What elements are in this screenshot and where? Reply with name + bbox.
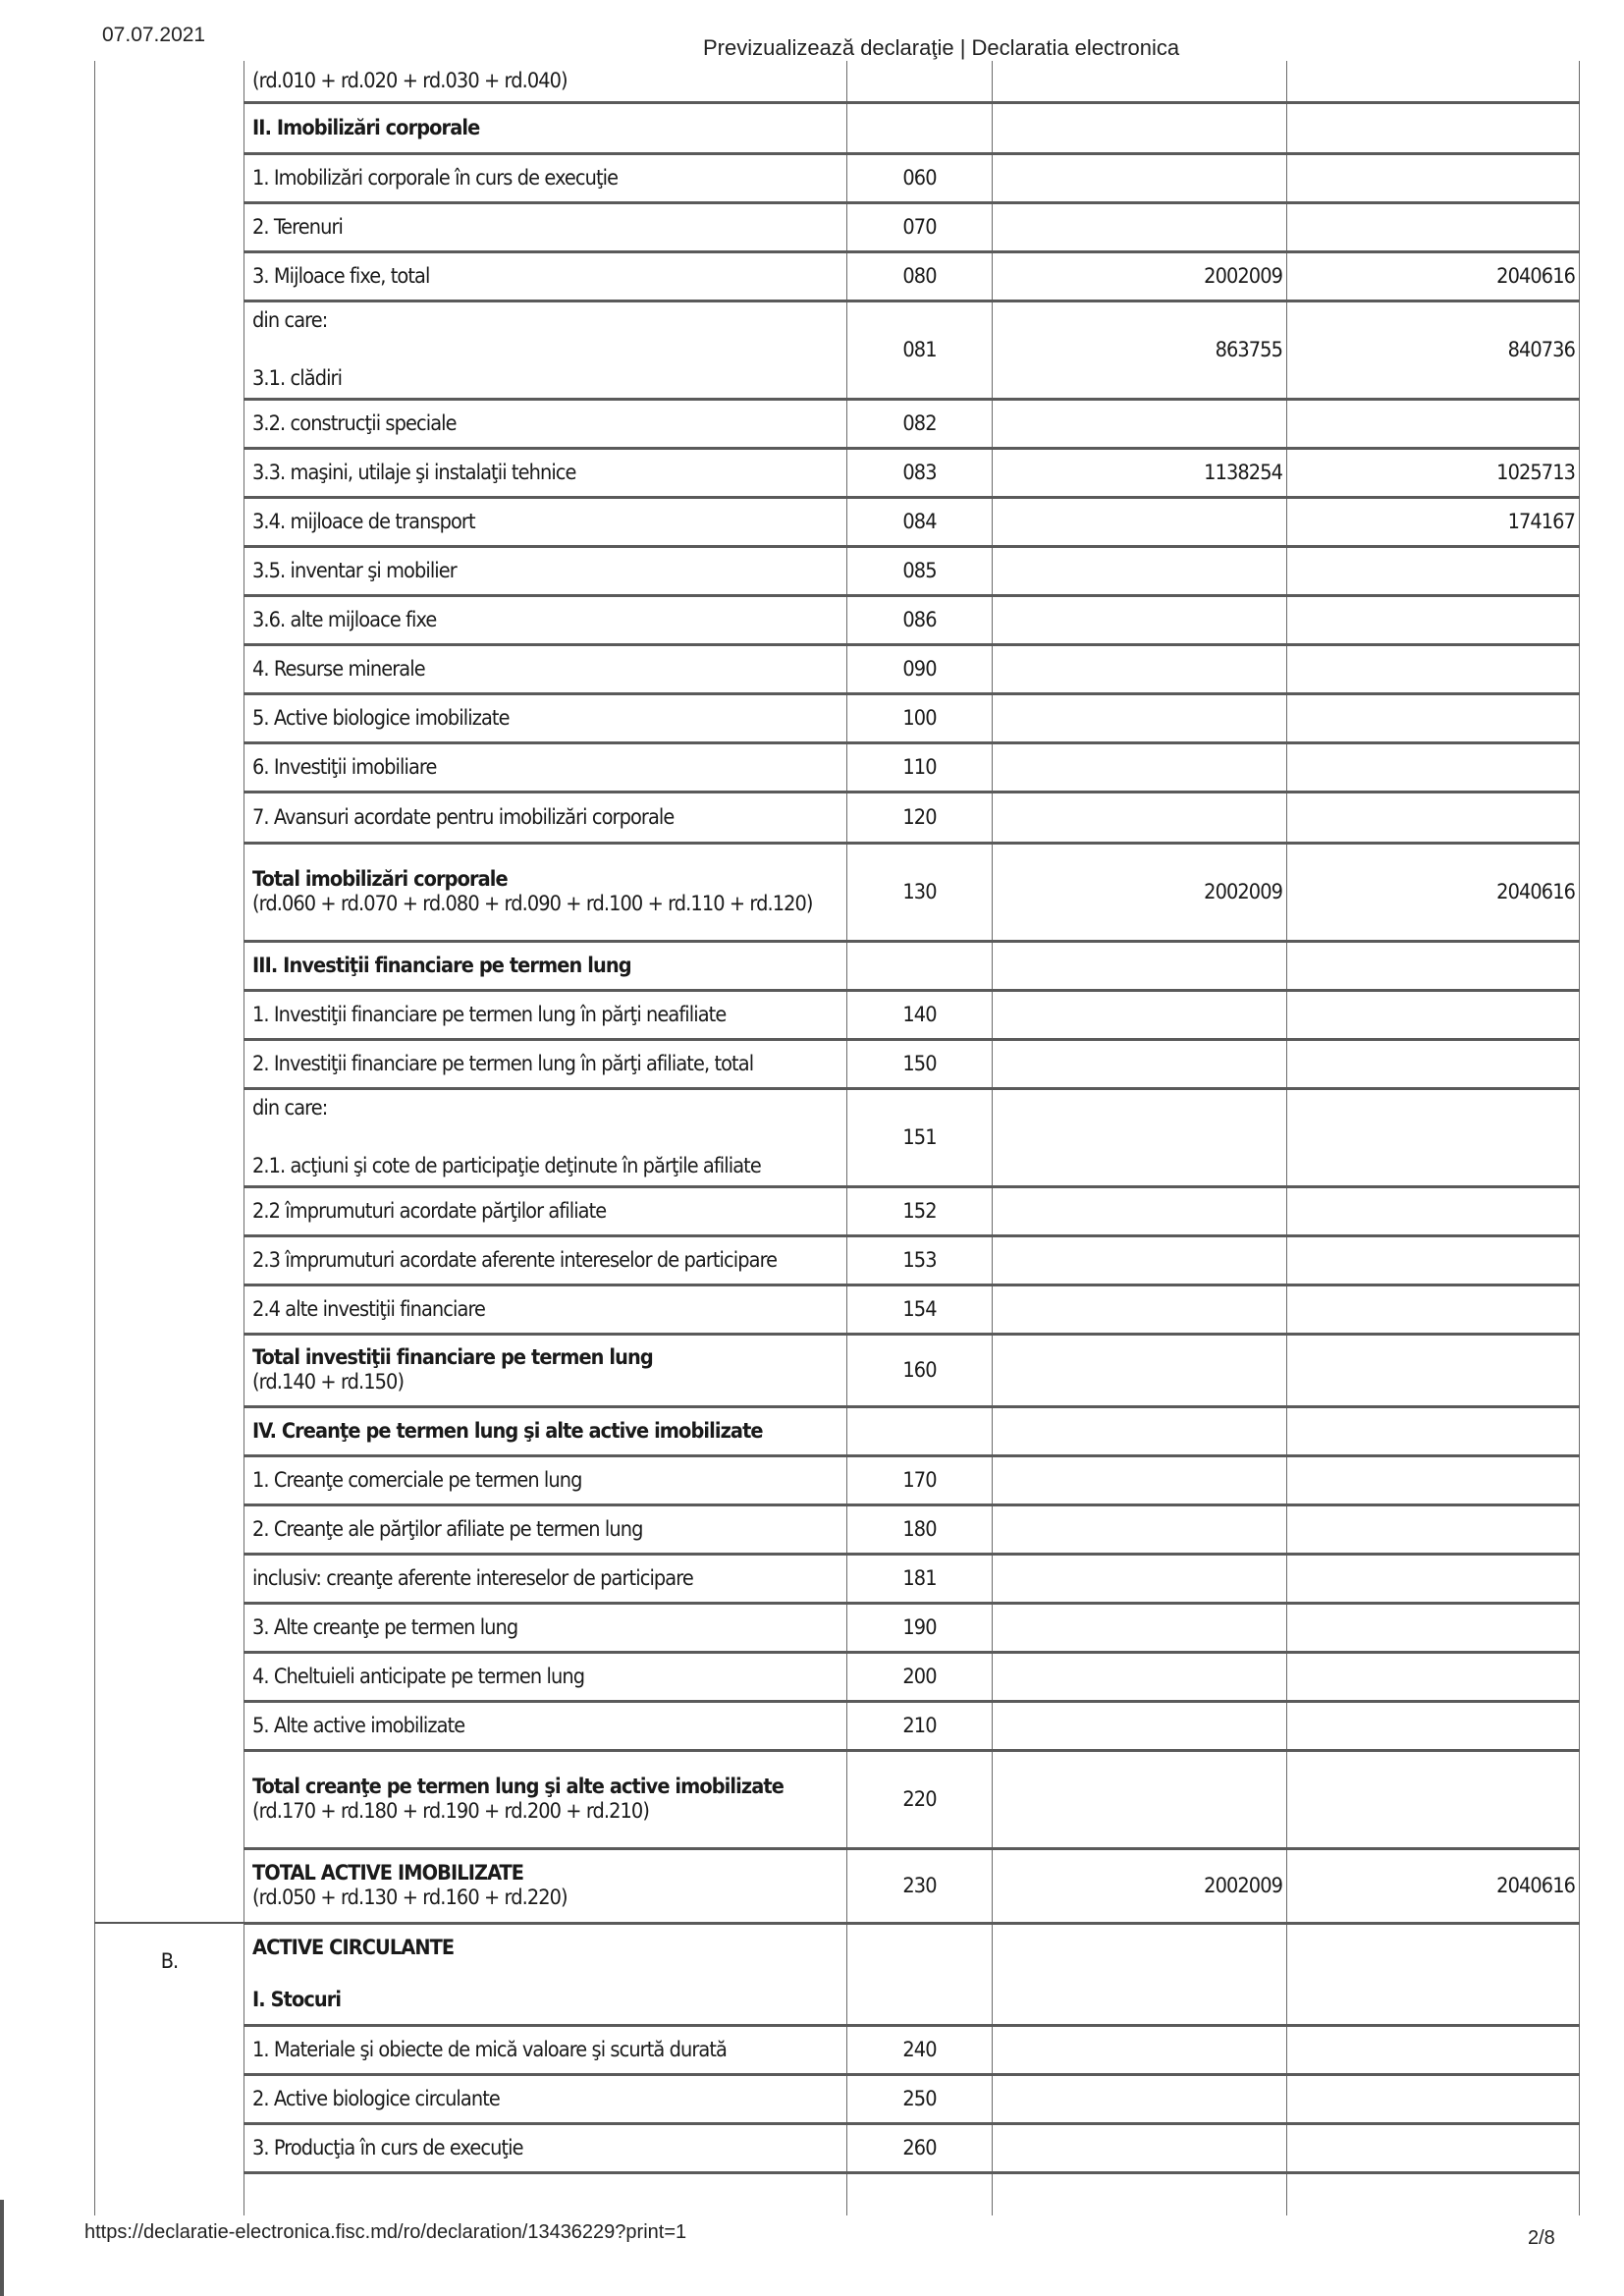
section-cell	[95, 2025, 244, 2074]
section-cell	[95, 301, 244, 399]
value-end	[1287, 1603, 1580, 1652]
row-code	[847, 102, 993, 153]
table-row	[95, 399, 1580, 448]
value-start	[993, 1923, 1287, 2025]
section-cell	[95, 2074, 244, 2123]
value-start	[993, 1039, 1287, 1088]
table-row	[95, 497, 1580, 546]
row-code: 153	[847, 1235, 993, 1285]
row-code: 080	[847, 251, 993, 301]
page-url: https://declaratie-electronica.fisc.md/ro/declaration/13436229?print=1	[84, 2221, 687, 2243]
row-code: 260	[847, 2123, 993, 2172]
row-label: 3.6. alte mijloace fixe	[244, 595, 847, 644]
table-row	[95, 1504, 1580, 1554]
table-row	[95, 546, 1580, 595]
value-end	[1287, 1554, 1580, 1603]
value-end	[1287, 153, 1580, 202]
table-row	[95, 1186, 1580, 1235]
row-label: 1. Materiale şi obiecte de mică valoare şi scurtă durată	[244, 2025, 847, 2074]
row-label: inclusiv: creanţe aferente intereselor de participare	[244, 1554, 847, 1603]
section-title: II. Imobilizări corporale	[244, 102, 847, 153]
section-cell	[95, 448, 244, 497]
row-code: 100	[847, 693, 993, 742]
value-start	[993, 153, 1287, 202]
value-end	[1287, 1750, 1580, 1848]
total-formula: (rd.050 + rd.130 + rd.160 + rd.220)	[252, 1886, 568, 1910]
value-start: 863755	[993, 301, 1287, 399]
row-label	[244, 1088, 847, 1186]
value-start	[993, 941, 1287, 990]
value-start	[993, 102, 1287, 153]
row-code	[847, 2172, 993, 2215]
value-start: 2002009	[993, 843, 1287, 941]
table-row	[95, 693, 1580, 742]
table-row	[95, 742, 1580, 792]
row-code: 230	[847, 1848, 993, 1923]
table-row	[95, 792, 1580, 843]
value-end: 2040616	[1287, 251, 1580, 301]
value-end	[1287, 1455, 1580, 1504]
row-label: 4. Resurse minerale	[244, 644, 847, 693]
value-start	[993, 497, 1287, 546]
section-cell	[95, 202, 244, 251]
section-cell	[95, 1652, 244, 1701]
row-code: 083	[847, 448, 993, 497]
row-code: 220	[847, 1750, 993, 1848]
value-end	[1287, 61, 1580, 102]
value-end	[1287, 2074, 1580, 2123]
row-label: 3. Mijloace fixe, total	[244, 251, 847, 301]
section-title: III. Investiţii financiare pe termen lung	[244, 941, 847, 990]
value-end	[1287, 644, 1580, 693]
row-code: 085	[847, 546, 993, 595]
value-start: 2002009	[993, 251, 1287, 301]
declaration-table-wrapper	[94, 61, 1579, 2215]
section-cell	[95, 399, 244, 448]
value-start	[993, 1554, 1287, 1603]
section-cell	[95, 843, 244, 941]
row-label	[244, 2172, 847, 2215]
row-code: 200	[847, 1652, 993, 1701]
row-label: 3.5. inventar şi mobilier	[244, 546, 847, 595]
row-code: 081	[847, 301, 993, 399]
section-cell	[95, 792, 244, 843]
section-heading-ii	[95, 102, 1580, 153]
table-row	[95, 202, 1580, 251]
value-start	[993, 202, 1287, 251]
row-label	[244, 1334, 847, 1406]
row-code	[847, 1406, 993, 1455]
row-sublabel: 2.1. acţiuni şi cote de participaţie deţinute în părţile afiliate	[252, 1154, 761, 1178]
row-label: 2. Investiţii financiare pe termen lung în părţi afiliate, total	[244, 1039, 847, 1088]
row-code: 250	[847, 2074, 993, 2123]
value-start	[993, 990, 1287, 1039]
value-start	[993, 1334, 1287, 1406]
value-start	[993, 644, 1287, 693]
value-end	[1287, 1285, 1580, 1334]
section-cell	[95, 1603, 244, 1652]
value-start	[993, 1750, 1287, 1848]
row-code: 090	[847, 644, 993, 693]
row-code: 082	[847, 399, 993, 448]
value-end	[1287, 1504, 1580, 1554]
value-end	[1287, 202, 1580, 251]
row-label: 4. Cheltuieli anticipate pe termen lung	[244, 1652, 847, 1701]
row-code: 130	[847, 843, 993, 941]
row-label: 2. Creanţe ale părţilor afiliate pe termen lung	[244, 1504, 847, 1554]
section-cell	[95, 742, 244, 792]
total-formula: (rd.140 + rd.150)	[252, 1370, 405, 1394]
row-label: (rd.010 + rd.020 + rd.030 + rd.040)	[244, 61, 847, 102]
table-row	[95, 1285, 1580, 1334]
value-end	[1287, 941, 1580, 990]
grand-total-row	[95, 1848, 1580, 1923]
value-end	[1287, 1334, 1580, 1406]
row-label: 7. Avansuri acordate pentru imobilizări corporale	[244, 792, 847, 843]
row-code: 210	[847, 1701, 993, 1750]
total-formula: (rd.170 + rd.180 + rd.190 + rd.200 + rd.210)	[252, 1799, 649, 1824]
row-code: 110	[847, 742, 993, 792]
value-start: 1138254	[993, 448, 1287, 497]
table-row	[95, 251, 1580, 301]
value-end	[1287, 399, 1580, 448]
row-sublabel: 3.1. clădiri	[252, 366, 343, 391]
table-row	[95, 644, 1580, 693]
section-cell	[95, 153, 244, 202]
value-start	[993, 546, 1287, 595]
section-cell	[95, 1504, 244, 1554]
table-row	[95, 448, 1580, 497]
row-code: 060	[847, 153, 993, 202]
value-start	[993, 792, 1287, 843]
row-code	[847, 61, 993, 102]
section-heading-iv	[95, 1406, 1580, 1455]
total-formula: (rd.060 + rd.070 + rd.080 + rd.090 + rd.100 + rd.110 + rd.120)	[252, 892, 813, 916]
row-label: 1. Investiţii financiare pe termen lung în părţi neafiliate	[244, 990, 847, 1039]
row-code: 084	[847, 497, 993, 546]
value-end	[1287, 990, 1580, 1039]
value-start	[993, 1701, 1287, 1750]
value-start	[993, 595, 1287, 644]
row-code: 180	[847, 1504, 993, 1554]
page-title: Previzualizează declaraţie | Declaratia electronica	[703, 35, 1180, 60]
value-end	[1287, 742, 1580, 792]
value-end: 1025713	[1287, 448, 1580, 497]
section-cell	[95, 1750, 244, 1848]
row-code: 154	[847, 1285, 993, 1334]
row-label: 2. Terenuri	[244, 202, 847, 251]
value-end	[1287, 1088, 1580, 1186]
value-start	[993, 1455, 1287, 1504]
section-b-title: ACTIVE CIRCULANTE	[252, 1936, 455, 1960]
row-label: 1. Creanţe comerciale pe termen lung	[244, 1455, 847, 1504]
row-code: 190	[847, 1603, 993, 1652]
value-start	[993, 1235, 1287, 1285]
section-cell	[95, 1088, 244, 1186]
row-label: 5. Alte active imobilizate	[244, 1701, 847, 1750]
value-start	[993, 742, 1287, 792]
table-row	[95, 153, 1580, 202]
section-cell	[95, 251, 244, 301]
table-row-continuation	[95, 61, 1580, 102]
table-row	[95, 1652, 1580, 1701]
value-start	[993, 693, 1287, 742]
table-row	[95, 1455, 1580, 1504]
section-cell	[95, 1554, 244, 1603]
section-b-subtitle: I. Stocuri	[252, 1988, 342, 2012]
value-start	[993, 1285, 1287, 1334]
section-cell	[95, 693, 244, 742]
section-cell	[95, 1334, 244, 1406]
row-label: 5. Active biologice imobilizate	[244, 693, 847, 742]
section-cell	[95, 1455, 244, 1504]
row-label: 3. Producţia în curs de execuţie	[244, 2123, 847, 2172]
table-row-cut	[95, 2172, 1580, 2215]
value-end	[1287, 102, 1580, 153]
row-code: 160	[847, 1334, 993, 1406]
total-row	[95, 843, 1580, 941]
value-start	[993, 2123, 1287, 2172]
value-start: 2002009	[993, 1848, 1287, 1923]
value-start	[993, 2172, 1287, 2215]
table-row	[95, 2025, 1580, 2074]
value-end	[1287, 1235, 1580, 1285]
value-end	[1287, 546, 1580, 595]
section-cell	[95, 1235, 244, 1285]
row-code: 240	[847, 2025, 993, 2074]
section-cell	[95, 941, 244, 990]
value-end	[1287, 595, 1580, 644]
print-date: 07.07.2021	[102, 24, 206, 46]
value-end	[1287, 1701, 1580, 1750]
value-end: 2040616	[1287, 1848, 1580, 1923]
section-cell	[95, 644, 244, 693]
value-start	[993, 61, 1287, 102]
table-row	[95, 301, 1580, 399]
section-cell	[95, 1186, 244, 1235]
row-label: 3. Alte creanţe pe termen lung	[244, 1603, 847, 1652]
row-label: 2. Active biologice circulante	[244, 2074, 847, 2123]
row-label: 3.4. mijloace de transport	[244, 497, 847, 546]
row-code: 151	[847, 1088, 993, 1186]
row-label: 1. Imobilizări corporale în curs de execuţie	[244, 153, 847, 202]
section-letter: B.	[95, 1923, 244, 2025]
value-end: 840736	[1287, 301, 1580, 399]
row-code	[847, 941, 993, 990]
table-row	[95, 1701, 1580, 1750]
value-end	[1287, 1406, 1580, 1455]
row-code: 086	[847, 595, 993, 644]
row-prefix: din care:	[252, 308, 328, 333]
row-code: 120	[847, 792, 993, 843]
total-title: Total creanţe pe termen lung şi alte active imobilizate	[252, 1775, 784, 1799]
value-start	[993, 1406, 1287, 1455]
section-cell	[95, 595, 244, 644]
page-number: 2/8	[1528, 2227, 1555, 2249]
section-cell	[95, 1406, 244, 1455]
section-title: IV. Creanţe pe termen lung şi alte active imobilizate	[244, 1406, 847, 1455]
value-start	[993, 1186, 1287, 1235]
table-row	[95, 1235, 1580, 1285]
row-label	[244, 301, 847, 399]
total-row	[95, 1750, 1580, 1848]
section-heading-b	[95, 1923, 1580, 2025]
row-code: 181	[847, 1554, 993, 1603]
row-code: 070	[847, 202, 993, 251]
table-row	[95, 1554, 1580, 1603]
section-cell	[95, 1039, 244, 1088]
section-cell	[95, 102, 244, 153]
row-label: 2.2 împrumuturi acordate părţilor afiliate	[244, 1186, 847, 1235]
balance-sheet-table	[94, 61, 1580, 2215]
table-row	[95, 1039, 1580, 1088]
section-cell	[95, 1701, 244, 1750]
value-start	[993, 1504, 1287, 1554]
value-end	[1287, 2025, 1580, 2074]
value-start	[993, 1088, 1287, 1186]
section-cell	[95, 990, 244, 1039]
value-end	[1287, 693, 1580, 742]
value-start	[993, 2025, 1287, 2074]
section-cell	[95, 2172, 244, 2215]
section-cell	[95, 2123, 244, 2172]
section-heading-iii	[95, 941, 1580, 990]
row-label: 3.3. maşini, utilaje şi instalaţii tehnice	[244, 448, 847, 497]
row-prefix: din care:	[252, 1096, 328, 1121]
value-end	[1287, 1923, 1580, 2025]
row-code: 152	[847, 1186, 993, 1235]
table-row	[95, 595, 1580, 644]
table-row	[95, 2123, 1580, 2172]
scan-edge-shadow	[0, 2200, 4, 2296]
value-start	[993, 399, 1287, 448]
section-cell	[95, 61, 244, 102]
section-cell	[95, 497, 244, 546]
value-start	[993, 1603, 1287, 1652]
total-title: Total imobilizări corporale	[252, 867, 508, 892]
table-row	[95, 990, 1580, 1039]
row-label	[244, 843, 847, 941]
section-cell	[95, 1848, 244, 1923]
table-row	[95, 2074, 1580, 2123]
value-end	[1287, 1652, 1580, 1701]
value-end	[1287, 1039, 1580, 1088]
total-title: TOTAL ACTIVE IMOBILIZATE	[252, 1861, 524, 1886]
section-cell	[95, 546, 244, 595]
row-code: 150	[847, 1039, 993, 1088]
row-label: 6. Investiţii imobiliare	[244, 742, 847, 792]
value-end	[1287, 2172, 1580, 2215]
row-label: 3.2. construcţii speciale	[244, 399, 847, 448]
section-title	[244, 1923, 847, 2025]
section-cell	[95, 1285, 244, 1334]
value-start	[993, 2074, 1287, 2123]
row-label: 2.4 alte investiţii financiare	[244, 1285, 847, 1334]
table-row	[95, 1603, 1580, 1652]
value-end	[1287, 2123, 1580, 2172]
row-code	[847, 1923, 993, 2025]
row-label: 2.3 împrumuturi acordate aferente intereselor de participare	[244, 1235, 847, 1285]
value-end: 174167	[1287, 497, 1580, 546]
total-row	[95, 1334, 1580, 1406]
row-code: 170	[847, 1455, 993, 1504]
value-start	[993, 1652, 1287, 1701]
value-end: 2040616	[1287, 843, 1580, 941]
row-label	[244, 1848, 847, 1923]
row-code: 140	[847, 990, 993, 1039]
value-end	[1287, 1186, 1580, 1235]
table-row	[95, 1088, 1580, 1186]
value-end	[1287, 792, 1580, 843]
total-title: Total investiţii financiare pe termen lung	[252, 1345, 653, 1370]
row-label	[244, 1750, 847, 1848]
